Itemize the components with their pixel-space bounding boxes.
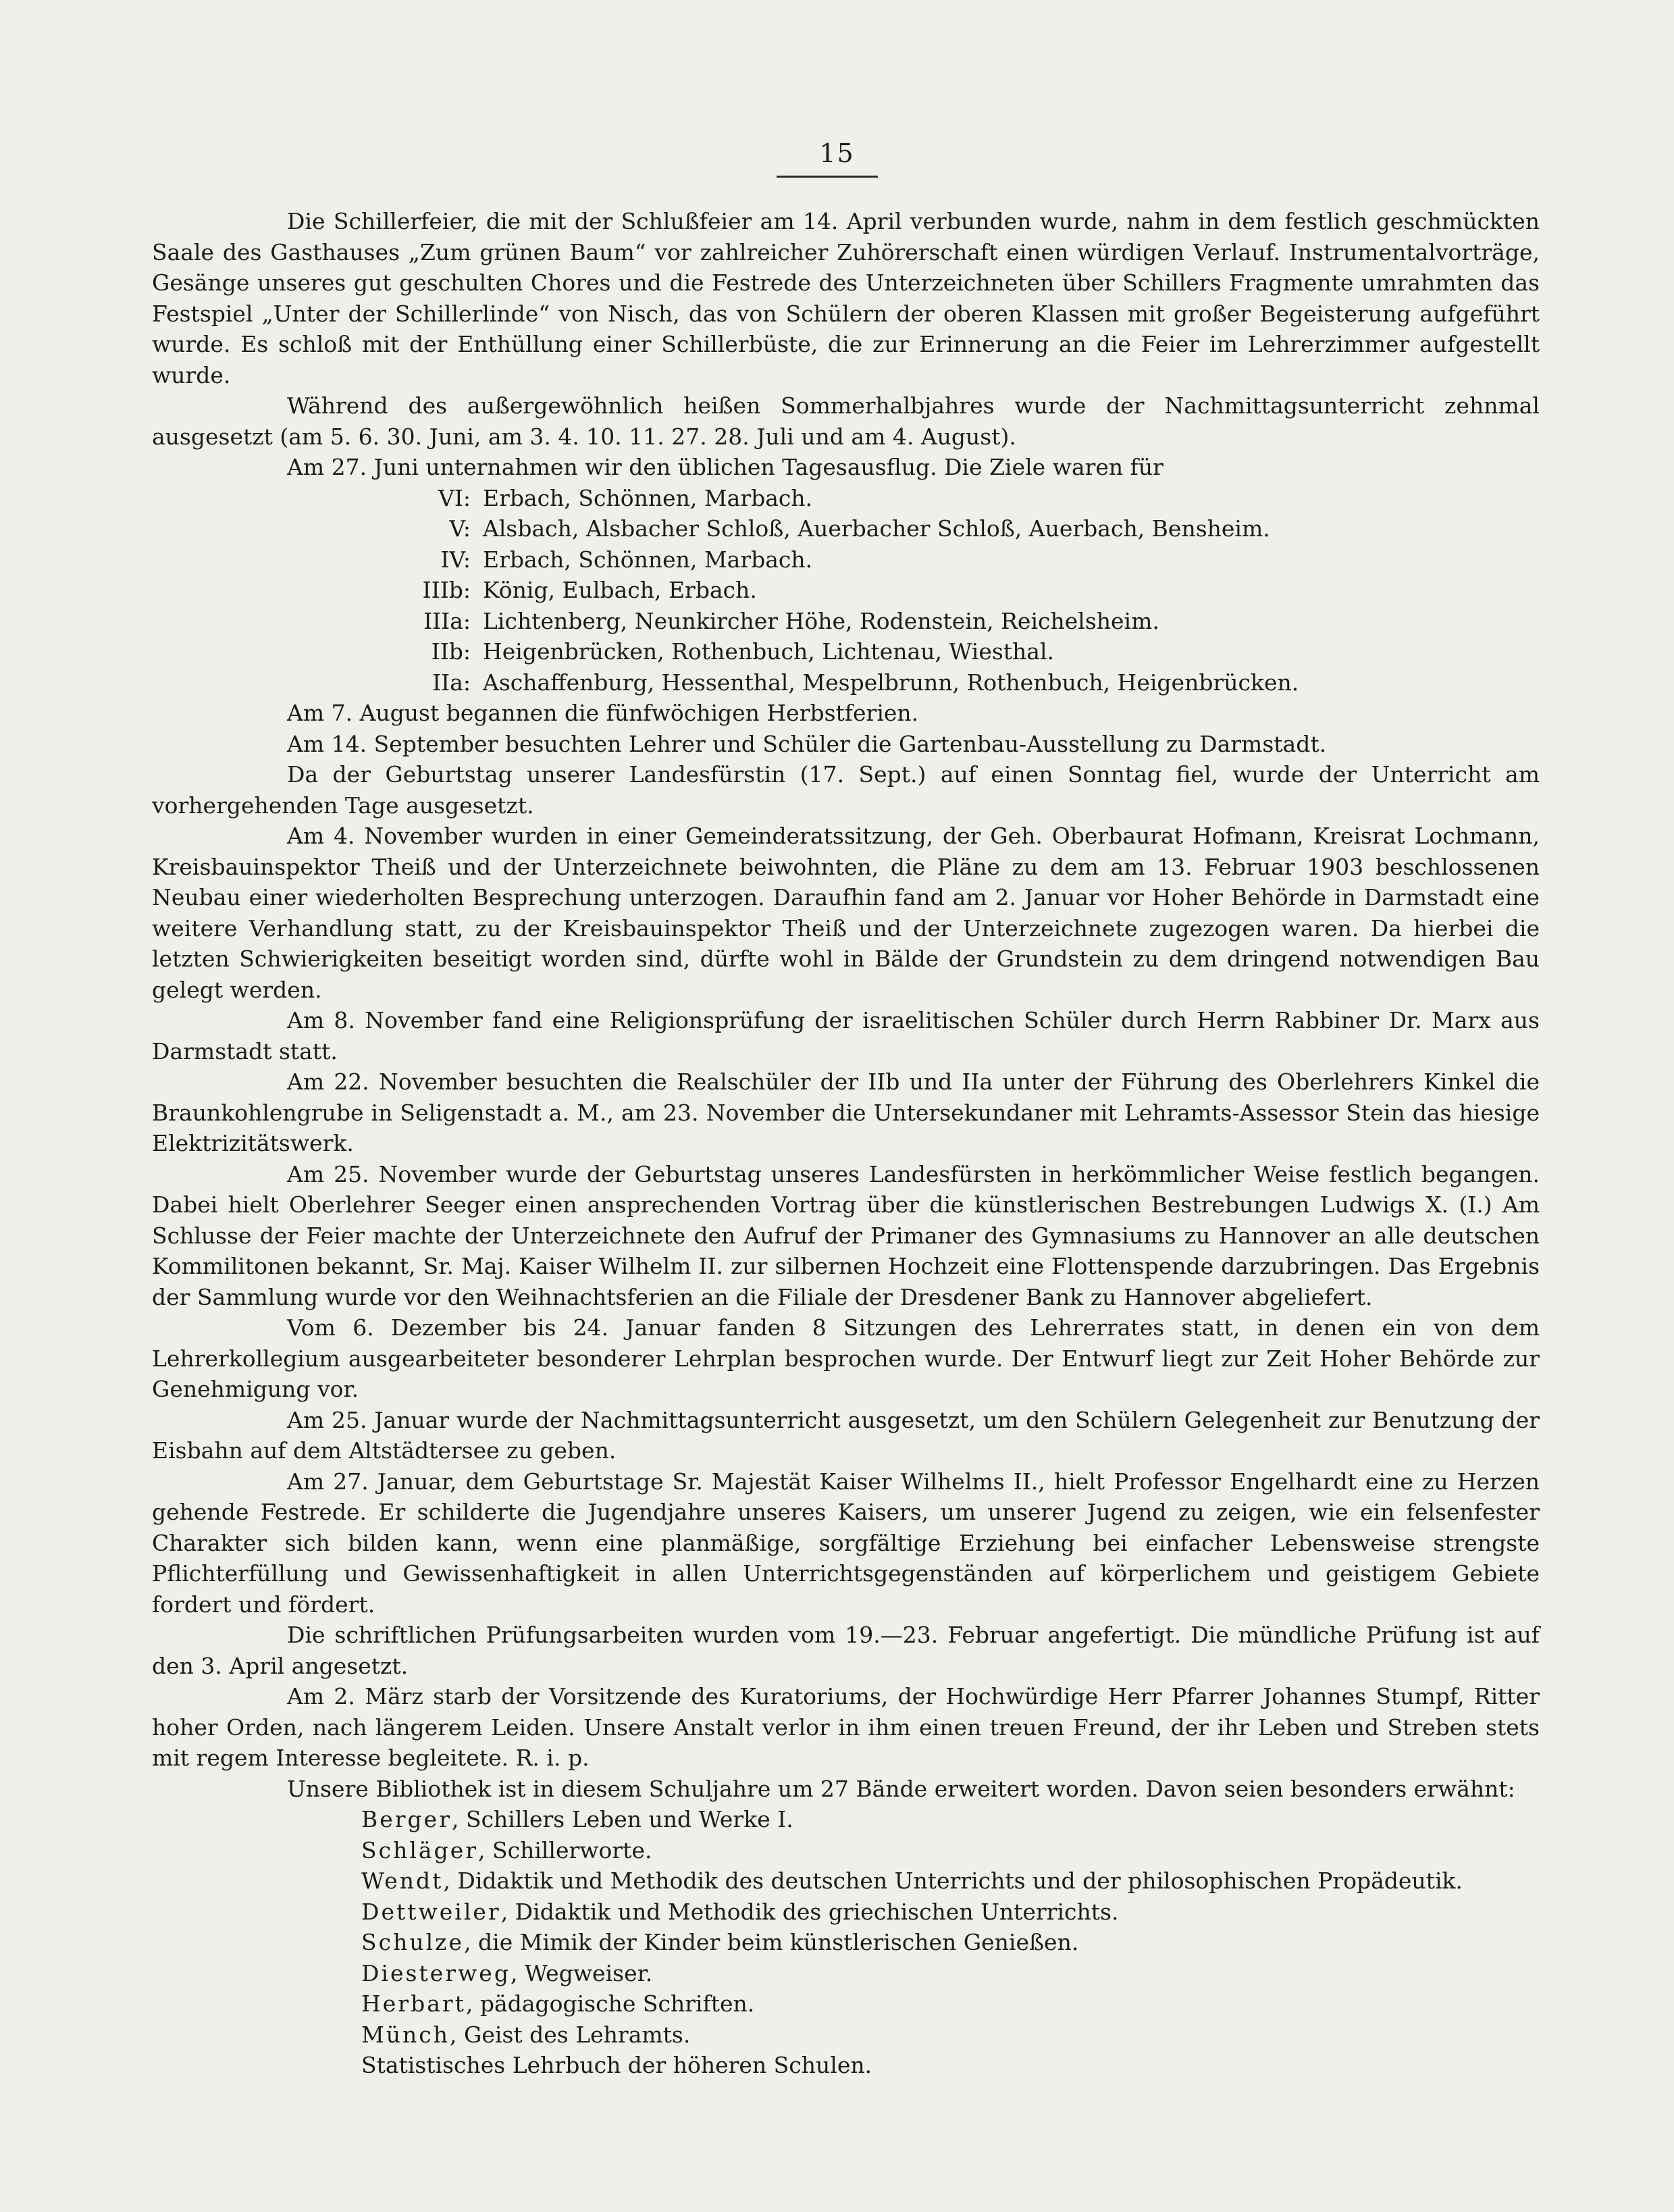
excursion-row (152, 544, 1540, 575)
book-entry (361, 1835, 1540, 1866)
excursion-destinations: Erbach, Schönnen, Marbach. (483, 546, 813, 573)
excursion-class: IIb: (431, 638, 471, 665)
excursion-class: IIa: (432, 669, 471, 696)
excursion-row (152, 483, 1540, 514)
paragraph: Vom 6. Dezember bis 24. Januar fanden 8 Sitzungen des Lehrerrates statt, in denen ein von dem Lehrerkollegium ausgearbeiteter besonderer Lehrplan besprochen wurde. Der Entwurf liegt zur Zeit Hoher Behörde zur Genehmigung vor. (152, 1314, 1540, 1402)
excursion-destinations: Erbach, Schönnen, Marbach. (483, 484, 813, 511)
book-entry (361, 2050, 1540, 2081)
paragraph: Am 25. Januar wurde der Nachmittagsunterricht ausgesetzt, um den Schülern Gelegenheit zur Benutzung der Eisbahn auf dem Altstädtersee zu geben. (152, 1406, 1540, 1464)
paragraph: Während des außergewöhnlich heißen Sommerhalbjahres wurde der Nachmittagsunterricht zehnmal ausgesetzt (am 5. 6. 30. Juni, am 3. 4. 10. 11. 27. 28. Juli und am 4. August). (152, 392, 1540, 450)
book-entry (361, 1804, 1540, 1835)
paragraph: Am 14. September besuchten Lehrer und Schüler die Gartenbau-Ausstellung zu Darmstadt. (287, 730, 1327, 757)
paragraph: Die Schillerfeier, die mit der Schlußfeier am 14. April verbunden wurde, nahm in dem festlich geschmückten Saale des Gasthauses „Zum grünen Baum“ vor zahlreicher Zuhörerschaft einen würdigen Verlauf. Instrumentalvorträge, Gesänge unseres gut geschulten Chores und die Festrede des Unterzeichneten über Schillers Fragmente umrahmten das Festspiel „Unter der Schillerlinde“ von Nisch, das von Schülern der oberen Klassen mit großer Begeisterung aufgeführt wurde. Es schloß mit der Enthüllung einer Schillerbüste, die zur Erinnerung an die Feier im Lehrerzimmer aufgestellt wurde. (152, 208, 1540, 388)
excursion-destinations: Aschaffenburg, Hessenthal, Mespelbrunn, Rothenbuch, Heigenbrücken. (483, 669, 1299, 696)
book-author: Schläger (361, 1836, 478, 1863)
paragraph: Am 25. November wurde der Geburtstag unseres Landesfürsten in herkömmlicher Weise festlich begangen. Dabei hielt Oberlehrer Seeger einen ansprechenden Vortrag über die künstlerischen Bestrebungen Ludwigs X. (I.) Am Schlusse der Feier machte der Unterzeichnete den Aufruf der Primaner des Gymnasiums zu Hannover an alle deutschen Kommilitonen bekannt, Sr. Maj. Kaiser Wilhelm II. zur silbernen Hochzeit eine Flottenspende darzubringen. Das Ergebnis der Sammlung wurde vor den Weihnachtsferien an die Filiale der Dresdener Bank zu Hannover abgeliefert. (152, 1160, 1540, 1310)
paragraph: Am 27. Januar, dem Geburtstage Sr. Majestät Kaiser Wilhelms II., hielt Professor Engelhardt eine zu Herzen gehende Festrede. Er schilderte die Jugendjahre unseres Kaisers, um unserer Jugend zu zeigen, wie ein felsenfester Charakter sich bilden kann, wenn eine planmäßige, sorgfältige Erziehung bei einfacher Lebensweise strengste Pflichterfüllung und Gewissenhaftigkeit in allen Unterrichtsgegenständen auf körperlichem und geistigem Gebiete fordert und fördert. (152, 1468, 1540, 1618)
book-title: , Geist des Lehramts. (450, 2021, 691, 2048)
page-number-rule (777, 176, 878, 178)
excursion-class: IIIa: (423, 607, 471, 634)
paragraph: Am 8. November fand eine Religionsprüfung der israelitischen Schüler durch Herrn Rabbiner Dr. Marx aus Darmstadt statt. (152, 1007, 1540, 1064)
paragraph: Am 4. November wurden in einer Gemeinderatssitzung, der Geh. Oberbaurat Hofmann, Kreisrat Lochmann, Kreisbauinspektor Theiß und der Unterzeichnete beiwohnten, die Pläne zu dem am 13. Februar 1903 beschlossenen Neubau einer wiederholten Besprechung unterzogen. Daraufhin fand am 2. Januar vor Hoher Behörde in Darmstadt eine weitere Verhandlung statt, zu der Kreisbauinspektor Theiß und der Unterzeichnete zugezogen waren. Da hierbei die letzten Schwierigkeiten beseitigt worden sind, dürfte wohl in Bälde der Grundstein zu dem dringend notwendigen Bau gelegt werden. (152, 823, 1540, 1003)
book-entry (361, 1866, 1540, 1897)
book-entry (361, 1897, 1540, 1928)
excursion-row (152, 636, 1540, 667)
excursion-list (152, 483, 1540, 698)
book-author: Dettweiler (361, 1898, 501, 1925)
book-title: Statistisches Lehrbuch der höheren Schulen. (361, 2052, 872, 2078)
excursion-row (152, 606, 1540, 637)
book-title: , pädagogische Schriften. (465, 1990, 755, 2017)
book-list (152, 1804, 1540, 2081)
book-entry (361, 2020, 1540, 2051)
paragraph-group-a (152, 206, 1540, 483)
paragraph: Unsere Bibliothek ist in diesem Schuljahre um 27 Bände erweitert worden. Davon seien besonders erwähnt: (287, 1775, 1515, 1802)
excursion-destinations: Heigenbrücken, Rothenbuch, Lichtenau, Wiesthal. (483, 638, 1055, 665)
book-author: Berger (361, 1806, 452, 1832)
book-title: , die Mimik der Kinder beim künstlerischen Genießen. (464, 1929, 1079, 1955)
book-entry (361, 1958, 1540, 1989)
body-text (152, 206, 1540, 2081)
book-title: , Schillerworte. (478, 1836, 652, 1863)
excursion-class: V: (449, 515, 471, 542)
paragraph-group-b (152, 698, 1540, 1804)
paragraph: Am 2. März starb der Vorsitzende des Kuratoriums, der Hochwürdige Herr Pfarrer Johannes Stumpf, Ritter hoher Orden, nach längerem Leiden. Unsere Anstalt verlor in ihm einen treuen Freund, der ihr Leben und Streben stets mit regem Interesse begleitete. R. i. p. (152, 1683, 1540, 1771)
excursion-row (152, 513, 1540, 544)
page-number: 15 (819, 138, 855, 168)
book-entry (361, 1988, 1540, 2020)
book-title: , Didaktik und Methodik des deutschen Unterrichts und der philosophischen Propädeutik. (443, 1868, 1463, 1894)
book-author: Wendt (361, 1868, 444, 1894)
book-title: , Wegweiser. (510, 1959, 653, 1986)
book-entry (361, 1927, 1540, 1958)
paragraph: Am 22. November besuchten die Realschüler der IIb und IIa unter der Führung des Oberlehrers Kinkel die Braunkohlengrube in Seligenstadt a. M., am 23. November die Untersekundaner mit Lehramts-Assessor Stein das hiesige Elektrizitätswerk. (152, 1069, 1540, 1156)
book-author: Schulze (361, 1929, 465, 1955)
paragraph: Die schriftlichen Prüfungsarbeiten wurden vom 19.—23. Februar angefertigt. Die mündliche Prüfung ist auf den 3. April angesetzt. (152, 1622, 1540, 1679)
paragraph: Am 27. Juni unternahmen wir den üblichen Tagesausflug. Die Ziele waren für (287, 454, 1163, 480)
excursion-destinations: Lichtenberg, Neunkircher Höhe, Rodenstein, Reichelsheim. (483, 607, 1159, 634)
book-author: Diesterweg (361, 1959, 511, 1986)
excursion-destinations: Alsbach, Alsbacher Schloß, Auerbacher Schloß, Auerbach, Bensheim. (483, 515, 1270, 542)
paragraph: Da der Geburtstag unserer Landesfürstin (17. Sept.) auf einen Sonntag fiel, wurde der Unterricht am vorhergehenden Tage ausgesetzt. (152, 761, 1540, 819)
excursion-row (152, 575, 1540, 606)
book-author: Münch (361, 2021, 450, 2048)
book-title: , Schillers Leben und Werke I. (451, 1806, 793, 1832)
excursion-row (152, 667, 1540, 698)
excursion-class: VI: (438, 484, 471, 511)
paragraph: Am 7. August begannen die fünfwöchigen Herbstferien. (287, 700, 919, 726)
book-title: , Didaktik und Methodik des griechischen Unterrichts. (500, 1898, 1119, 1925)
excursion-destinations: König, Eulbach, Erbach. (483, 577, 757, 603)
book-author: Herbart (361, 1990, 466, 2017)
excursion-class: IIIb: (422, 577, 471, 603)
excursion-class: IV: (440, 546, 471, 573)
